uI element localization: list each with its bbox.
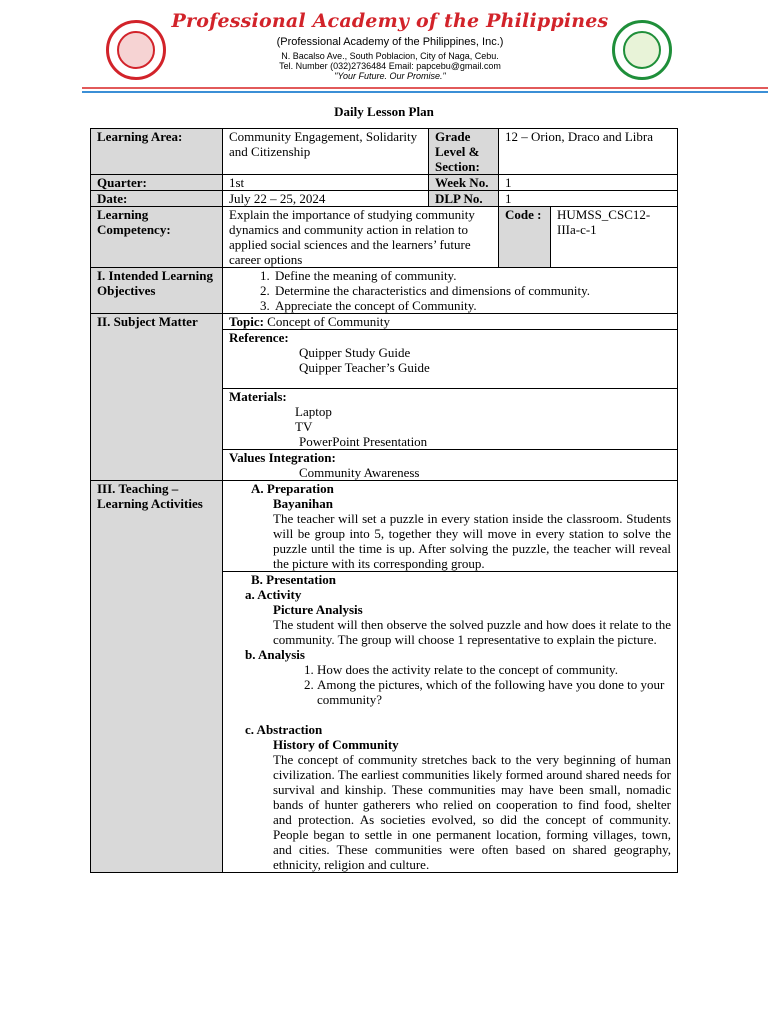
- objective-item: 1. Define the meaning of community.: [273, 268, 671, 283]
- activity-title: Picture Analysis: [273, 602, 363, 617]
- row-objectives: [91, 268, 678, 314]
- topic-cell: [223, 314, 678, 330]
- topic-value: Concept of Community: [263, 314, 390, 329]
- value-week: 1: [499, 175, 678, 191]
- label-date: Date:: [91, 191, 223, 207]
- objective-item: 2. Determine the characteristics and dimensions of community.: [273, 283, 671, 298]
- reference-item: Quipper Study Guide: [299, 345, 411, 360]
- analysis-item: 2. Among the pictures, which of the following have you done to your community?: [317, 677, 671, 707]
- label-competency: Learning Competency:: [91, 207, 223, 268]
- analysis-item: 1. How does the activity relate to the concept of community.: [317, 662, 671, 677]
- lesson-plan-table: [90, 128, 678, 873]
- value-code: HUMSS_CSC12-IIIa-c-1: [551, 207, 678, 268]
- row-quarter: [91, 175, 678, 191]
- materials-cell: [223, 389, 678, 450]
- label-activities: III. Teaching – Learning Activities: [91, 481, 223, 873]
- row-competency: [91, 207, 678, 268]
- material-item: PowerPoint Presentation: [299, 434, 428, 449]
- label-quarter: Quarter:: [91, 175, 223, 191]
- reference-item: Quipper Teacher’s Guide: [299, 360, 430, 375]
- topic-label: Topic:: [229, 314, 264, 329]
- value-grade-section: 12 – Orion, Draco and Libra: [499, 129, 678, 175]
- reference-label: Reference:: [229, 330, 289, 345]
- materials-label: Materials:: [229, 389, 287, 404]
- school-address: N. Bacalso Ave., South Poblacion, City of Naga, Cebu.: [281, 51, 499, 61]
- header-divider-blue: [82, 91, 768, 93]
- row-preparation: [91, 481, 678, 572]
- label-objectives: I. Intended Learning Objectives: [91, 268, 223, 314]
- spacer: [229, 707, 671, 722]
- activity-heading: a. Activity: [245, 587, 302, 602]
- value-quarter: 1st: [223, 175, 429, 191]
- preparation-cell: [223, 481, 678, 572]
- row-learning-area: [91, 129, 678, 175]
- analysis-heading: b. Analysis: [245, 647, 305, 662]
- senior-high-seal-logo: [612, 20, 672, 80]
- preparation-title: Bayanihan: [273, 496, 333, 511]
- abstraction-heading: c. Abstraction: [245, 722, 323, 737]
- letterhead: [0, 0, 768, 100]
- corporate-name: (Professional Academy of the Philippines, Inc.): [276, 36, 504, 48]
- header-divider-red: [82, 87, 768, 89]
- label-week: Week No.: [429, 175, 499, 191]
- document-title: Daily Lesson Plan: [334, 104, 434, 119]
- abstraction-title: History of Community: [273, 737, 399, 752]
- label-code: Code :: [499, 207, 551, 268]
- analysis-list: [229, 662, 671, 707]
- values-value: Community Awareness: [299, 465, 420, 480]
- presentation-heading: B. Presentation: [251, 572, 336, 587]
- school-motto: "Your Future. Our Promise.": [334, 71, 446, 81]
- preparation-text: The teacher will set a puzzle in every station inside the classroom. Students will be group into 5, together they will move in every station to solve the puzzle until the time is up. After solving the puzzle, the teacher will reveal the picture with its corresponding group.: [273, 511, 672, 571]
- label-subject-matter: II. Subject Matter: [91, 314, 223, 481]
- row-date: [91, 191, 678, 207]
- reference-cell: [223, 330, 678, 389]
- label-learning-area: Learning Area:: [91, 129, 223, 175]
- school-seal-logo: [106, 20, 166, 80]
- school-contact: Tel. Number (032)2736484 Email: papcebu@gmail.com: [279, 61, 501, 71]
- objective-item: 3. Appreciate the concept of Community.: [273, 298, 671, 313]
- material-item: Laptop: [295, 404, 332, 419]
- activity-text: The student will then observe the solved puzzle and how does it relate to the community. The group will choose 1 representative to explain the picture.: [273, 617, 672, 647]
- value-learning-area: Community Engagement, Solidarity and Citizenship: [223, 129, 429, 175]
- presentation-cell: [223, 572, 678, 873]
- label-grade-section: Grade Level & Section:: [429, 129, 499, 175]
- row-topic: [91, 314, 678, 330]
- label-dlp: DLP No.: [429, 191, 499, 207]
- objectives-list: [229, 268, 671, 313]
- value-competency: Explain the importance of studying community dynamics and community action in relation to applied social sciences and the learners’ future career options: [223, 207, 499, 268]
- abstraction-text: The concept of community stretches back to the very beginning of human civilization. The earliest communities likely formed around shared needs for survival and kinship. These communities may have been small, nomadic bands of hunter gatherers who relied on cooperation to find food, shelter and protection. As societies evolved, so did the concept of community. People began to settle in one permanent location, forming villages, town, and cities. These communities were often based on shared geography, ethnicity, religion and culture.: [273, 752, 672, 872]
- preparation-heading: A. Preparation: [251, 481, 334, 496]
- values-label: Values Integration:: [229, 450, 336, 465]
- value-dlp: 1: [499, 191, 678, 207]
- material-item: TV: [295, 419, 313, 434]
- value-date: July 22 – 25, 2024: [223, 191, 429, 207]
- school-name: Professional Academy of the Philippines: [171, 10, 609, 32]
- values-cell: [223, 450, 678, 481]
- objectives-cell: [223, 268, 678, 314]
